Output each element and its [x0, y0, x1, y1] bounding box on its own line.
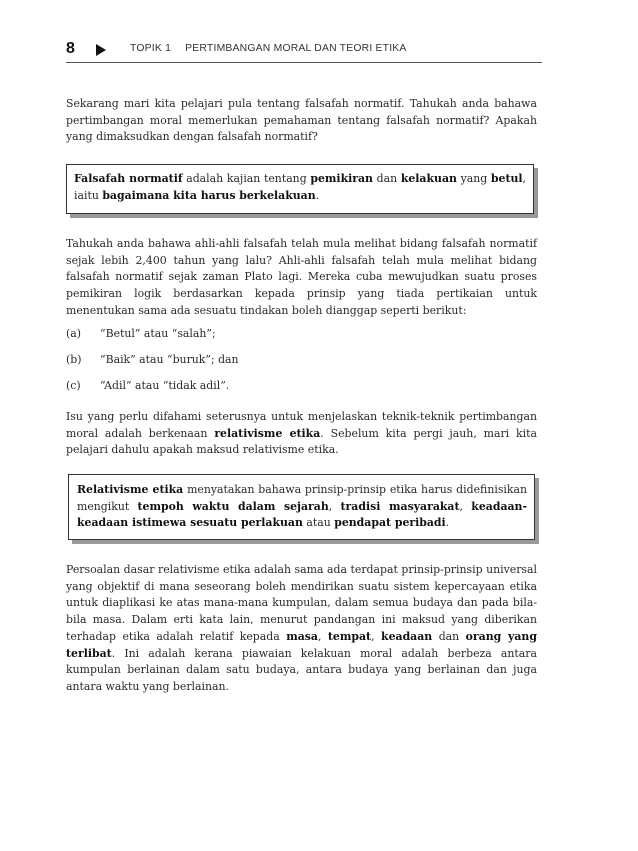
running-header: [66, 38, 542, 63]
chapter-title: PERTIMBANGAN MORAL DAN TEORI ETIKA: [185, 43, 407, 54]
keyword-bagaimana-kita-harus-berkelakuan: bagaimana kita harus berkelakuan: [102, 188, 316, 202]
list-item: (c) “Adil” atau “tidak adil”.: [66, 379, 230, 392]
keyword-orang-yang-terlibat: orang yang terlibat: [66, 629, 537, 660]
page-number: 8: [66, 40, 75, 57]
keyword-tempat: tempat: [327, 629, 372, 643]
right-arrow-icon: [96, 44, 106, 56]
keyword-keadaan-keadaan-istimewa: keadaan-keadaan istimewa sesuatu perlakuan: [77, 499, 527, 530]
body-paragraph-3: Isu yang perlu difahami seterusnya untuk menjelaskan teknik-teknik pertimbangan moral adalah berkenaan relativisme etika. Sebelum kita pergi jauh, mari kita pelajari dahulu apakah maksud relativisme etika.: [66, 410, 537, 457]
chapter-label: TOPIK 1: [130, 43, 172, 54]
definition-text: Relativisme etika menyatakan bahawa prinsip-prinsip etika harus didefinisikan mengikut tempoh waktu dalam sejarah, tradisi masyarakat, keadaan-keadaan istimewa sesuatu perlakuan atau pendapat peribadi.: [77, 483, 527, 530]
keyword-keadaan: keadaan: [381, 629, 433, 643]
definition-box-relativisme-etika: [68, 474, 535, 540]
keyword-kelakuan: kelakuan: [400, 172, 457, 185]
running-head-text: [130, 43, 407, 54]
keyword-tradisi-masyarakat: tradisi masyarakat: [340, 499, 460, 513]
list-item: (a) “Betul” atau “salah”;: [66, 327, 216, 340]
keyword-betul: betul: [490, 172, 523, 185]
keyword-masa: masa: [286, 629, 318, 643]
term-relativisme-etika: Relativisme etika: [77, 483, 184, 496]
list-item: (b) “Baik” atau “buruk”; dan: [66, 353, 239, 366]
body-paragraph-2: Tahukah anda bahawa ahli-ahli falsafah telah mula melihat bidang falsafah normatif sejak lebih 2,400 tahun yang lalu? Ahli-ahli falsafah telah mula melihat bidang falsafah normatif sejak zaman Plato lagi. Mereka cuba mewujudkan suatu proses pemikiran logik berdasarkan kepada prinsip yang tiada pertikaian untuk menentukan sama ada sesuatu tindakan boleh dianggap seperti berikut:: [66, 237, 537, 317]
intro-paragraph: Sekarang mari kita pelajari pula tentang falsafah normatif. Tahukah anda bahawa pertimbangan moral memerlukan pemahaman tentang falsafah normatif? Apakah yang dimaksudkan dengan falsafah normatif?: [66, 97, 537, 144]
keyword-pendapat-peribadi: pendapat peribadi: [334, 516, 446, 530]
term-falsafah-normatif: Falsafah normatif: [74, 172, 183, 185]
keyword-pemikiran: pemikiran: [310, 172, 373, 185]
keyword-tempoh-waktu-dalam-sejarah: tempoh waktu dalam sejarah: [137, 499, 329, 513]
keyword-relativisme-etika: relativisme etika: [214, 426, 321, 440]
body-paragraph-4: Persoalan dasar relativisme etika adalah sama ada terdapat prinsip-prinsip universal yang objektif di mana seseorang boleh mendirikan suatu sistem kepercayaan etika untuk diaplikasi ke atas mana-mana kumpulan, dalam semua budaya dan pada bila-bila masa. Dalam erti kata lain, menurut pandangan ini maksud yang diberikan terhadap etika adalah relatif kepada masa, tempat, keadaan dan orang yang terlibat. Ini adalah kerana piawaian kelakuan moral adalah berbeza antara kumpulan berlainan dalam satu budaya, antara budaya yang berlainan dan juga antara waktu yang berlainan.: [66, 563, 537, 693]
definition-text: Falsafah normatif adalah kajian tentang pemikiran dan kelakuan yang betul, iaitu bagaimana kita harus berkelakuan.: [74, 172, 527, 202]
definition-box-falsafah-normatif: [66, 164, 534, 214]
